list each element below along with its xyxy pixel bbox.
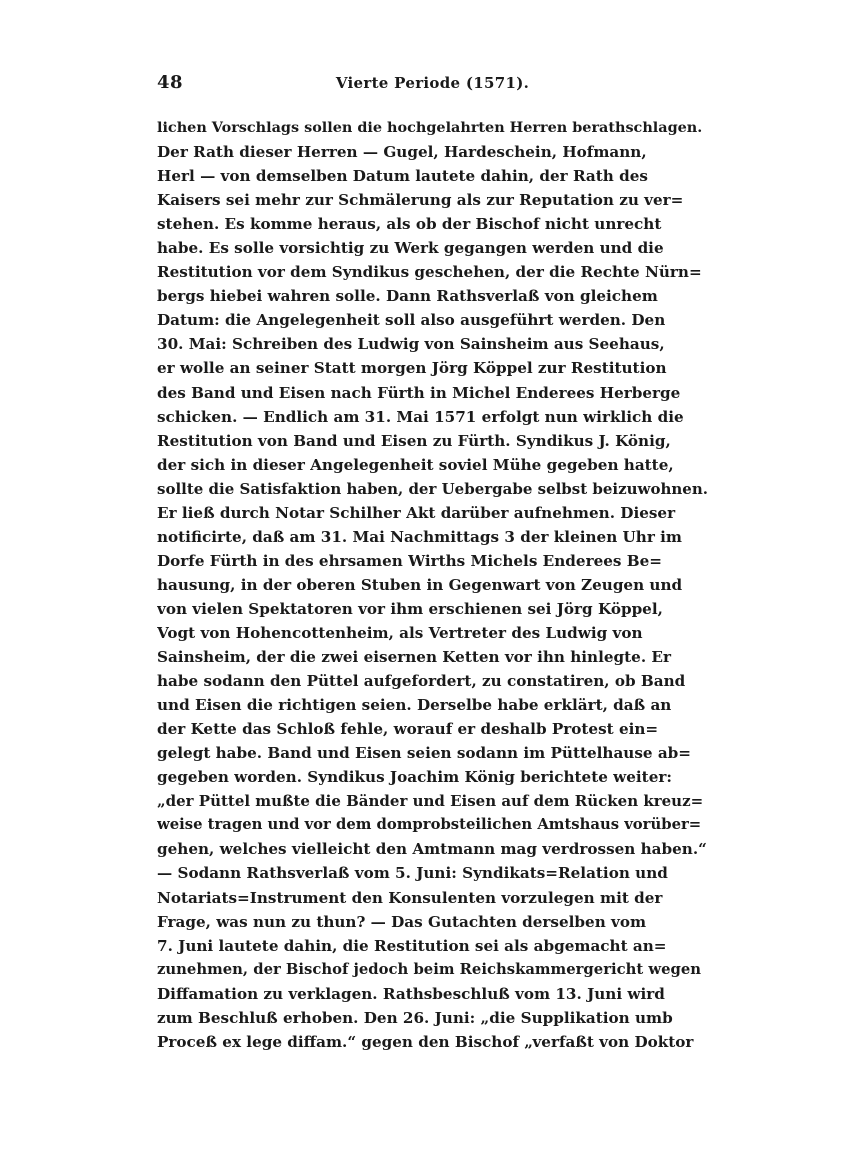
text-line: — Sodann Rathsverlaß vom 5. Juni: Syndikats=Relation und (157, 864, 668, 883)
text-line: Vogt von Hohencottenheim, als Vertreter des Ludwig von (157, 623, 643, 642)
text-line: zum Beschluß erhoben. Den 26. Juni: „die Supplikation umb (157, 1008, 673, 1027)
text-line: zunehmen, der Bischof jedoch beim Reichskammergericht wegen (157, 960, 702, 978)
text-line: Restitution von Band und Eisen zu Fürth. Syndikus J. König, (157, 431, 671, 450)
text-line: Restitution vor dem Syndikus geschehen, der die Rechte Nürn= (157, 263, 702, 282)
text-line: gegeben worden. Syndikus Joachim König berichtete weiter: (157, 768, 672, 787)
text-line: gehen, welches vielleicht den Amtmann mag verdrossen haben.“ (157, 840, 707, 859)
text-line: der Kette das Schloß fehle, worauf er deshalb Protest ein= (157, 720, 659, 739)
text-line: Datum: die Angelegenheit soll also ausgeführt werden. Den (157, 311, 666, 330)
text-line: weise tragen und vor dem domprobsteilichen Amtshaus vorüber= (157, 816, 702, 834)
text-line: notificirte, daß am 31. Mai Nachmittags 3 der kleinen Uhr im (157, 527, 682, 546)
text-line: Dorfe Fürth in des ehrsamen Wirths Michels Enderees Be= (157, 551, 662, 570)
text-line: 30. Mai: Schreiben des Ludwig von Sainsheim aus Seehaus, (157, 335, 665, 354)
text-line: Sainsheim, der die zwei eisernen Ketten vor ihn hinlegte. Er (157, 648, 671, 667)
text-line: schicken. — Endlich am 31. Mai 1571 erfolgt nun wirklich die (157, 407, 684, 426)
text-line: Diffamation zu verklagen. Rathsbeschluß vom 13. Juni wird (157, 984, 665, 1003)
text-line: Notariats=Instrument den Konsulenten vorzulegen mit der (157, 888, 663, 907)
text-line: bergs hiebei wahren solle. Dann Rathsverlaß von gleichem (157, 287, 658, 306)
text-line: stehen. Es komme heraus, als ob der Bischof nicht unrecht (157, 215, 662, 234)
text-line: und Eisen die richtigen seien. Derselbe habe erklärt, daß an (157, 696, 672, 715)
text-line: sollte die Satisfaktion haben, der Uebergabe selbst beizuwohnen. (157, 479, 708, 498)
text-line: habe sodann den Püttel aufgefordert, zu constatiren, ob Band (157, 672, 686, 691)
text-line: der sich in dieser Angelegenheit soviel Mühe gegeben hatte, (157, 455, 674, 474)
page-header (157, 72, 708, 100)
text-line: 7. Juni lautete dahin, die Restitution sei als abgemacht an= (157, 936, 667, 955)
text-line: er wolle an seiner Statt morgen Jörg Köppel zur Restitution (157, 359, 667, 378)
text-line: Er ließ durch Notar Schilher Akt darüber aufnehmen. Dieser (157, 503, 676, 522)
text-line: Proceß ex lege diffam.“ gegen den Bischof „verfaßt von Doktor (157, 1032, 694, 1051)
text-line: habe. Es solle vorsichtig zu Werk gegangen werden und die (157, 239, 664, 258)
text-line: Herl — von demselben Datum lautete dahin, der Rath des (157, 167, 648, 186)
text-line: Kaisers sei mehr zur Schmälerung als zur Reputation zu ver= (157, 191, 684, 210)
running-head: Vierte Periode (1571). (335, 74, 530, 92)
page-number: 48 (157, 72, 184, 93)
text-line: Frage, was nun zu thun? — Das Gutachten derselben vom (157, 912, 647, 931)
text-line: von vielen Spektatoren vor ihm erschienen sei Jörg Köppel, (157, 599, 663, 618)
text-line: lichen Vorschlags sollen die hochgelahrten Herren berathschlagen. (157, 119, 703, 136)
text-line: „der Püttel mußte die Bänder und Eisen auf dem Rücken kreuz= (157, 792, 704, 811)
text-line: Der Rath dieser Herren — Gugel, Hardeschein, Hofmann, (157, 143, 647, 162)
text-line: hausung, in der oberen Stuben in Gegenwart von Zeugen und (157, 575, 683, 594)
body-text (157, 116, 708, 1054)
text-line: des Band und Eisen nach Fürth in Michel Enderees Herberge (157, 383, 681, 402)
text-line: gelegt habe. Band und Eisen seien sodann im Püttelhause ab= (157, 744, 692, 763)
